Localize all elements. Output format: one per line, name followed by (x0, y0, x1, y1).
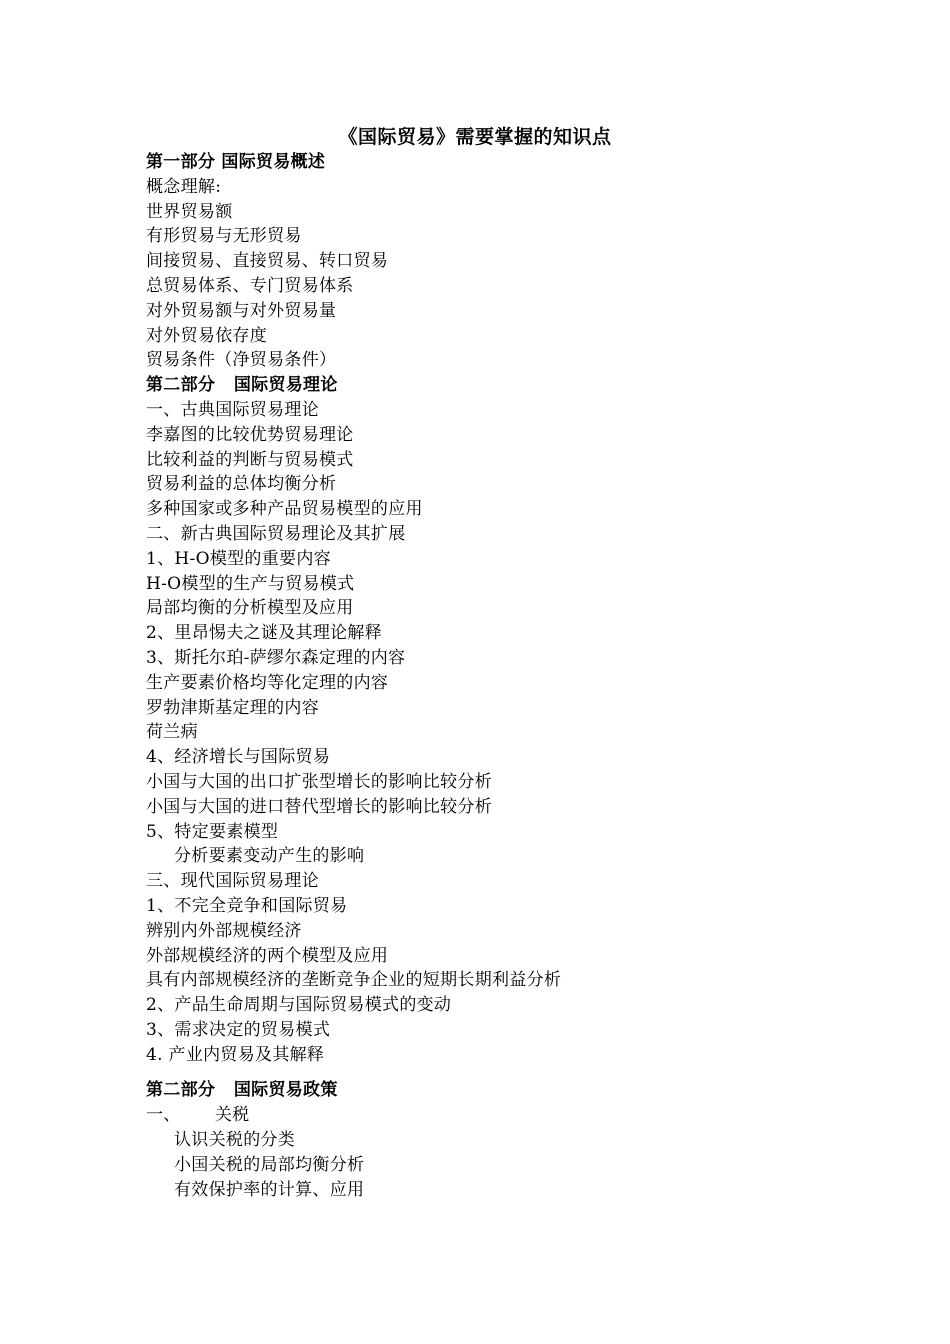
text-line: 贸易利益的总体均衡分析 (146, 474, 337, 495)
text-line: 外部规模经济的两个模型及应用 (146, 945, 389, 966)
text-line: 李嘉图的比较优势贸易理论 (146, 424, 354, 445)
text-line: 局部均衡的分析模型及应用 (146, 598, 354, 619)
text-line: 罗勃津斯基定理的内容 (146, 697, 319, 718)
text-line: 对外贸易依存度 (146, 325, 268, 346)
text-line: 三、现代国际贸易理论 (146, 871, 319, 892)
text-line: 生产要素价格均等化定理的内容 (146, 672, 389, 693)
text-line: 1、H-O模型的重要内容 (146, 548, 331, 569)
section-heading: 第二部分 国际贸易理论 (146, 375, 338, 396)
text-line: 概念理解: (146, 176, 222, 197)
text-line: 5、特定要素模型 (146, 821, 279, 842)
text-line: 4、经济增长与国际贸易 (146, 747, 331, 768)
text-line: 有形贸易与无形贸易 (146, 226, 302, 247)
text-line-indented: 分析要素变动产生的影响 (174, 846, 365, 867)
text-line: 小国与大国的进口替代型增长的影响比较分析 (146, 796, 492, 817)
text-line: 具有内部规模经济的垄断竞争企业的短期长期利益分析 (146, 970, 562, 991)
text-line: 总贸易体系、专门贸易体系 (146, 275, 354, 296)
text-line: 2、里昂惕夫之谜及其理论解释 (146, 623, 383, 644)
text-line: 荷兰病 (146, 722, 198, 743)
section-heading: 第一部分 国际贸易概述 (146, 152, 326, 172)
text-line-indented: 小国关税的局部均衡分析 (174, 1154, 365, 1175)
text-line: 对外贸易额与对外贸易量 (146, 300, 337, 321)
text-line: 辨别内外部规模经济 (146, 920, 302, 941)
text-line: 比较利益的判断与贸易模式 (146, 449, 354, 470)
text-line: 4. 产业内贸易及其解释 (146, 1044, 325, 1065)
text-line: 3、斯托尔珀-萨缪尔森定理的内容 (146, 647, 406, 668)
text-line: 1、不完全竞争和国际贸易 (146, 895, 348, 916)
text-line: 二、新古典国际贸易理论及其扩展 (146, 523, 406, 544)
text-line: 贸易条件（净贸易条件） (146, 350, 337, 371)
section-heading: 第二部分 国际贸易政策 (146, 1080, 338, 1101)
text-line: 一、古典国际贸易理论 (146, 399, 319, 420)
text-line: 多种国家或多种产品贸易模型的应用 (146, 499, 423, 520)
text-line: 小国与大国的出口扩张型增长的影响比较分析 (146, 771, 492, 792)
text-line: 世界贸易额 (146, 201, 233, 222)
text-line: 间接贸易、直接贸易、转口贸易 (146, 251, 389, 272)
text-line-indented: 有效保护率的计算、应用 (174, 1179, 365, 1200)
text-line: 2、产品生命周期与国际贸易模式的变动 (146, 995, 452, 1016)
text-line: H-O模型的生产与贸易模式 (146, 573, 355, 594)
text-line: 一、 关税 (146, 1105, 250, 1126)
document-title: 《国际贸易》需要掌握的知识点 (338, 126, 612, 148)
text-line-indented: 认识关税的分类 (174, 1130, 296, 1151)
text-line: 3、需求决定的贸易模式 (146, 1019, 331, 1040)
document-body (146, 150, 906, 1202)
